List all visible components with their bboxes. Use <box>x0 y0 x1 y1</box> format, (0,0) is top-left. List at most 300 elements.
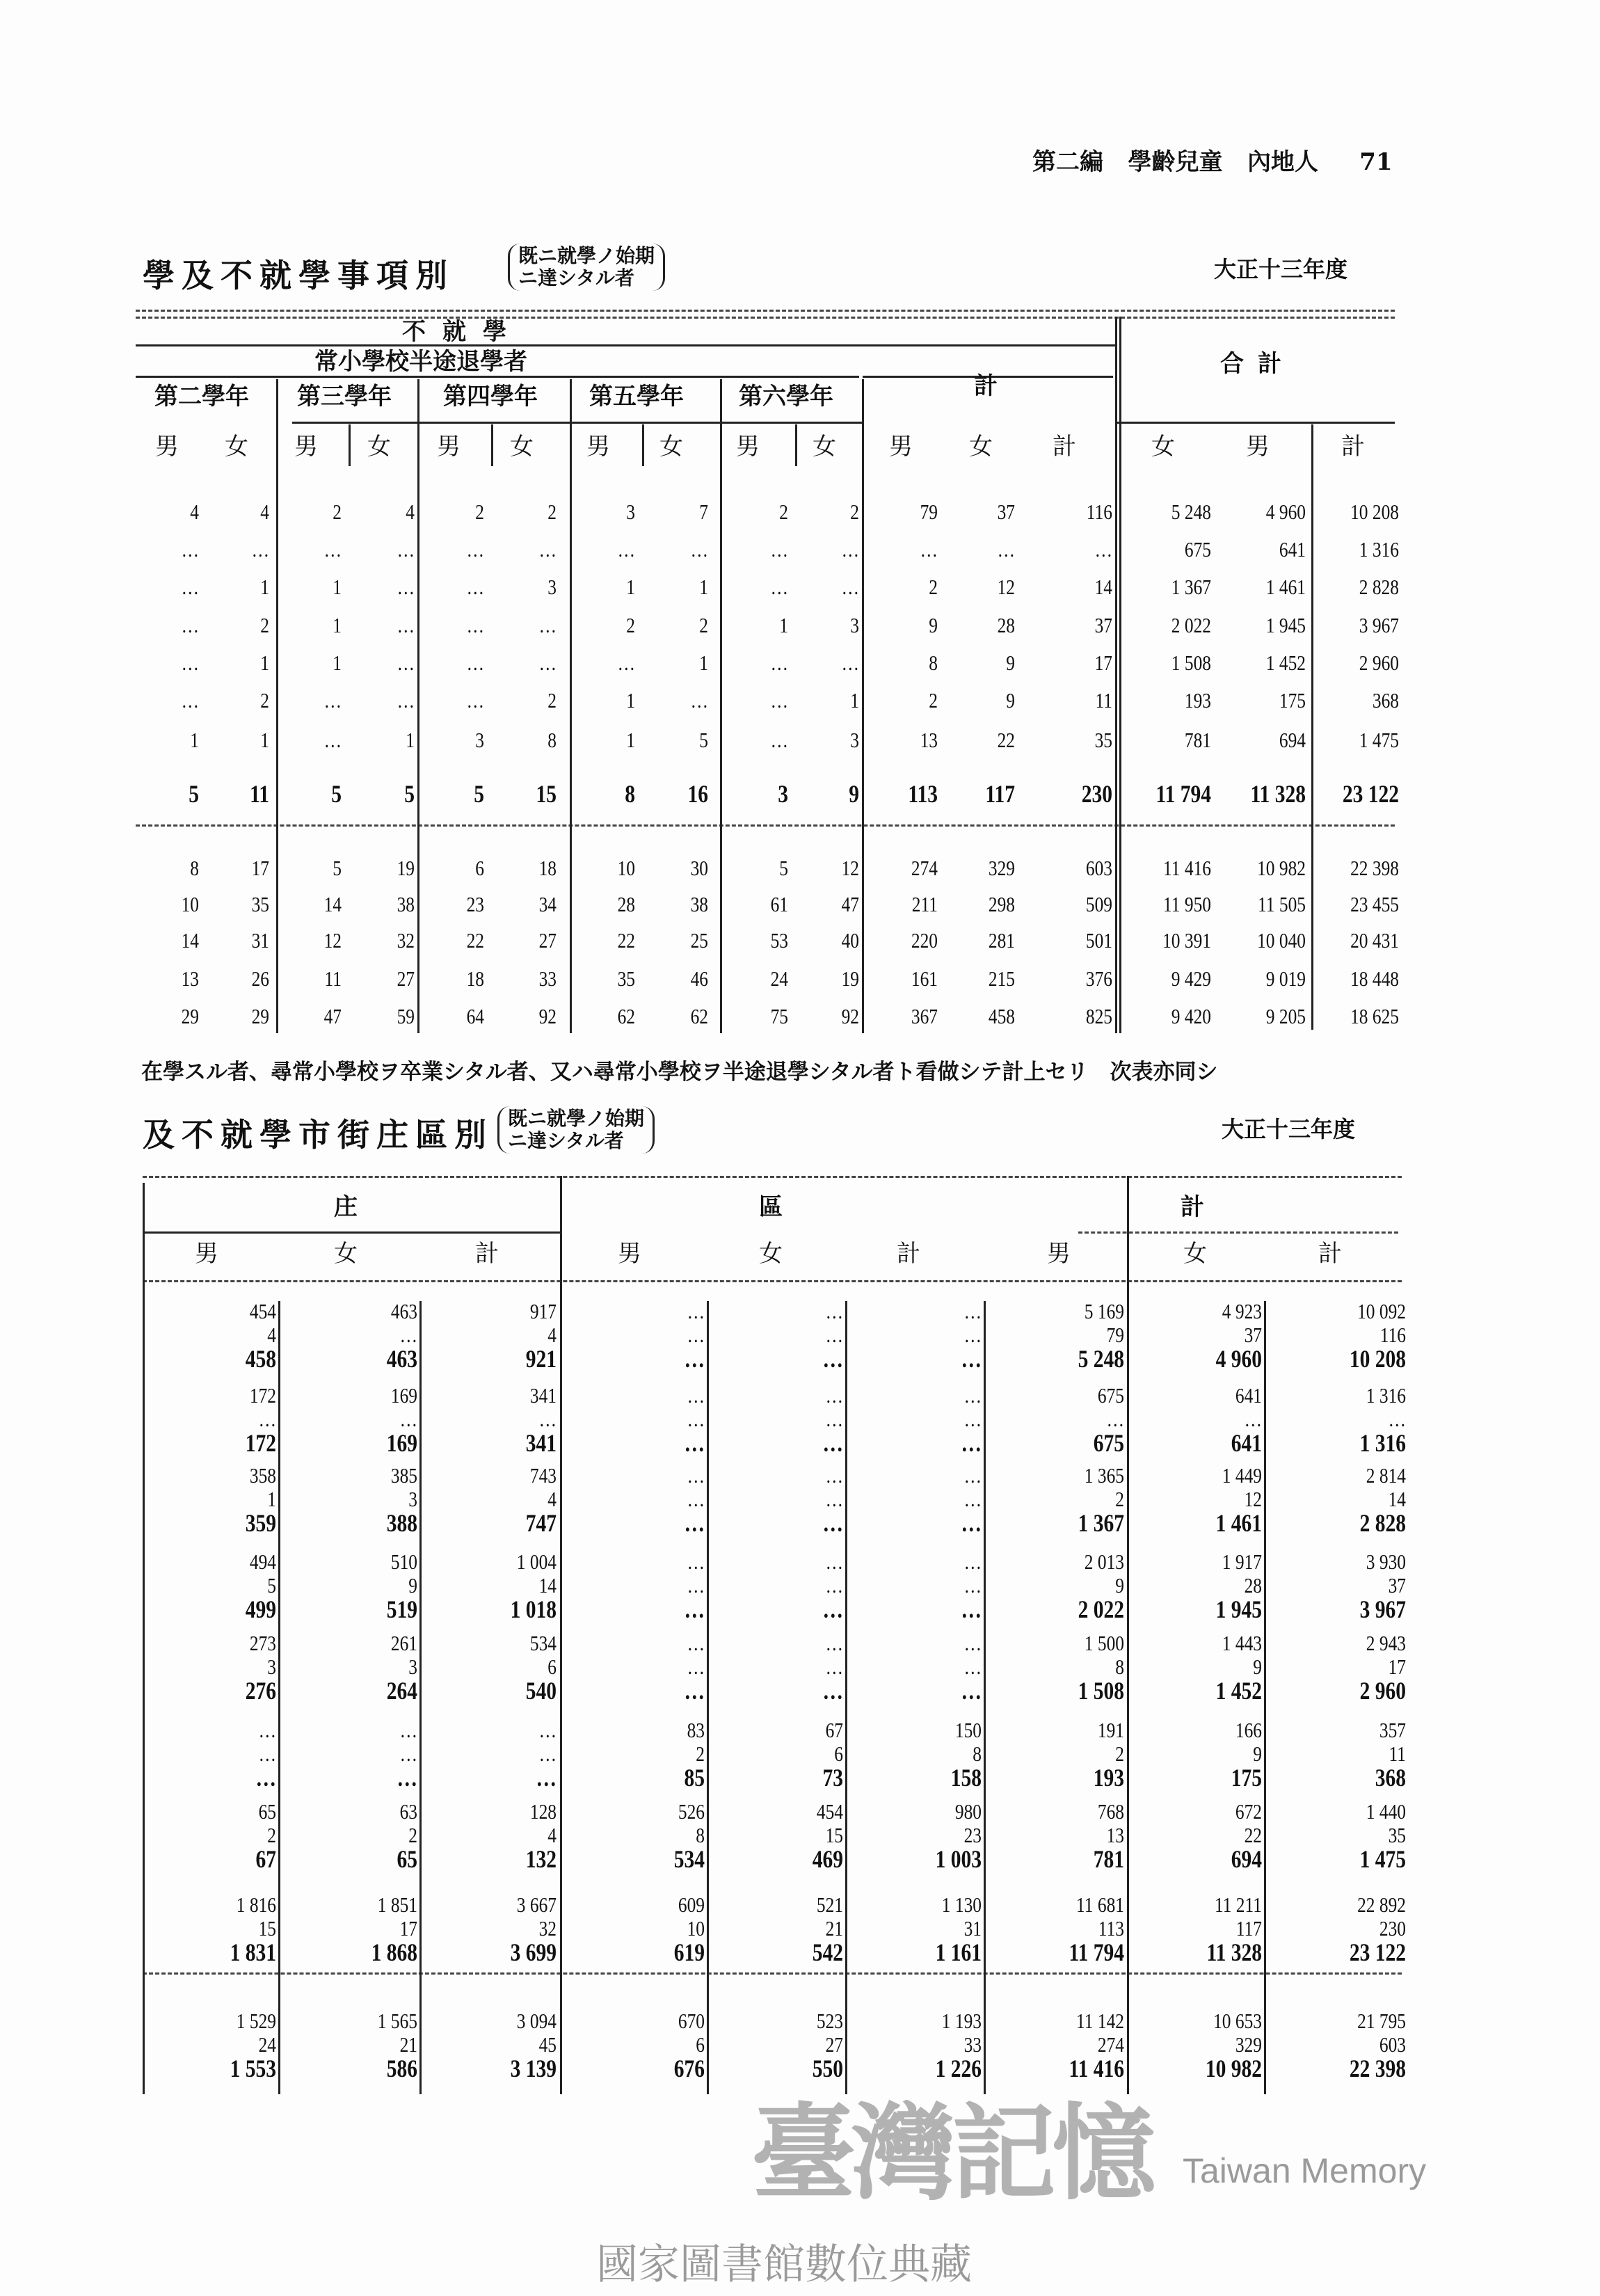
table-cell: … <box>397 1764 417 1792</box>
table-cell: … <box>617 651 635 675</box>
table-cell: 494 <box>249 1549 276 1574</box>
table-cell: 5 <box>331 780 342 808</box>
table-cell: 603 <box>1379 2032 1406 2057</box>
table-cell: … <box>684 1677 705 1705</box>
table-cell: … <box>1106 1407 1124 1431</box>
table-cell: 47 <box>323 1004 342 1028</box>
table-cell: 10 <box>687 1916 705 1940</box>
table-cell: 8 <box>190 856 199 880</box>
table-cell: 18 448 <box>1350 966 1399 991</box>
note-line-1: 既ニ就學ノ始期 <box>518 244 655 267</box>
table-cell: 641 <box>1231 1429 1262 1457</box>
table-cell: 2 <box>850 500 859 524</box>
table-cell: 193 <box>1184 688 1211 712</box>
header-column: 女 <box>759 1240 783 1268</box>
table-cell: 21 <box>399 2032 417 2057</box>
table-cell: 675 <box>1184 537 1211 561</box>
header-grade-3: 第三學年 <box>297 383 392 410</box>
table-cell: 5 <box>333 856 342 880</box>
table-cell: 45 <box>538 2032 557 2057</box>
table-cell: 329 <box>1235 2032 1262 2057</box>
table-cell: 2 828 <box>1359 1509 1406 1537</box>
table-cell: 641 <box>1279 537 1306 561</box>
table-cell: 21 795 <box>1357 2009 1406 2033</box>
table-cell: … <box>841 537 859 561</box>
table-cell: 63 <box>399 1799 417 1824</box>
table-cell: 65 <box>397 1845 417 1873</box>
table-cell: … <box>961 1595 982 1623</box>
table-cell: 19 <box>841 966 859 991</box>
table-cell: 85 <box>684 1764 705 1792</box>
table-cell: 10 982 <box>1205 2055 1262 2082</box>
table-cell: 2 022 <box>1078 1595 1124 1623</box>
table-cell: 1 461 <box>1265 575 1306 599</box>
table-cell: 11 328 <box>1206 1938 1262 1966</box>
table-cell: 10 092 <box>1357 1299 1406 1323</box>
note-line-2: ニ達シタル者 <box>518 266 634 289</box>
table-cell: 62 <box>690 1004 708 1028</box>
table-cell: 9 <box>1253 1655 1262 1679</box>
table-cell: 2 <box>260 688 269 712</box>
table-cell: 65 <box>258 1799 276 1824</box>
table-cell: 261 <box>390 1631 417 1655</box>
table-cell: 172 <box>245 1429 276 1457</box>
table-cell: 329 <box>988 856 1015 880</box>
table-cell: 9 420 <box>1171 1004 1211 1028</box>
table-cell: … <box>825 1573 843 1597</box>
header-group-2: 計 <box>1181 1193 1204 1221</box>
table-cell: 358 <box>249 1463 276 1488</box>
table-cell: 117 <box>1235 1916 1262 1940</box>
table-cell: 11 416 <box>1163 856 1211 880</box>
table-cell: 2 <box>626 613 635 637</box>
table-cell: 1 <box>626 728 635 752</box>
table-cell: … <box>1244 1407 1262 1431</box>
table-cell: 2 <box>408 1823 417 1847</box>
table-cell: 8 <box>973 1741 982 1766</box>
table-cell: … <box>687 1299 705 1323</box>
table-cell: 75 <box>770 1004 788 1028</box>
table-cell: 22 398 <box>1349 2055 1406 2082</box>
table-cell: 4 960 <box>1215 1345 1262 1373</box>
header-grade-4: 第四學年 <box>443 383 538 410</box>
rule-line <box>136 376 859 378</box>
table-cell: 534 <box>673 1845 705 1873</box>
table-cell: 1 <box>779 613 788 637</box>
header-male: 男 <box>1246 433 1270 461</box>
table-cell: 825 <box>1085 1004 1112 1028</box>
table-cell: 11 681 <box>1076 1892 1124 1917</box>
table-cell: … <box>825 1655 843 1679</box>
table-cell: 3 967 <box>1359 613 1399 637</box>
table-cell: 10 040 <box>1257 928 1306 952</box>
table-cell: 542 <box>812 1938 843 1966</box>
table-cell: 4 960 <box>1265 500 1306 524</box>
table-cell: 10 208 <box>1349 1345 1406 1373</box>
table-cell: 10 208 <box>1350 500 1399 524</box>
table-cell: 38 <box>690 892 708 916</box>
table-cell: 281 <box>988 928 1015 952</box>
group-label: 內地人 <box>1247 148 1319 176</box>
table-cell: 3 930 <box>1366 1549 1406 1574</box>
table-cell: 499 <box>245 1595 276 1623</box>
table-cell: 980 <box>954 1799 982 1824</box>
header-column: 計 <box>475 1240 499 1268</box>
table-cell: 357 <box>1379 1718 1406 1742</box>
table-cell: 230 <box>1379 1916 1406 1940</box>
table-cell: … <box>822 1677 843 1705</box>
table-cell: 3 139 <box>510 2055 557 2082</box>
table-cell: 169 <box>386 1429 417 1457</box>
table-cell: 2 <box>1115 1741 1124 1766</box>
table-cell: 169 <box>390 1383 417 1408</box>
table-cell: 11 142 <box>1076 2009 1124 2033</box>
rule-line <box>143 1972 1402 1975</box>
table-cell: … <box>841 651 859 675</box>
table-cell: 2 <box>779 500 788 524</box>
table-cell: … <box>822 1509 843 1537</box>
rule-line <box>143 1231 560 1234</box>
table-cell: 14 <box>1094 575 1112 599</box>
table-cell: … <box>687 1573 705 1597</box>
table-cell: … <box>684 1429 705 1457</box>
table-cell: … <box>690 537 708 561</box>
table-cell: 35 <box>617 966 635 991</box>
table-cell: 5 <box>474 780 484 808</box>
table-cell: 230 <box>1081 780 1112 808</box>
table-cell: 22 <box>617 928 635 952</box>
table-cell: 1 945 <box>1215 1595 1262 1623</box>
table-cell: 32 <box>538 1916 557 1940</box>
table-cell: 23 122 <box>1342 780 1399 808</box>
table-cell: 1 226 <box>935 2055 982 2082</box>
table-cell: 5 <box>189 780 199 808</box>
column-divider <box>1115 317 1117 1033</box>
table-cell: 1 <box>267 1487 276 1511</box>
header-grade-6: 第六學年 <box>739 383 833 410</box>
table-cell: … <box>181 613 199 637</box>
table-cell: 385 <box>390 1463 417 1488</box>
table-cell: 79 <box>920 500 938 524</box>
table-cell: 694 <box>1231 1845 1262 1873</box>
table-cell: 2 013 <box>1084 1549 1124 1574</box>
table-cell: 13 <box>181 966 199 991</box>
table-cell: 161 <box>911 966 938 991</box>
table-cell: 675 <box>1097 1383 1124 1408</box>
table-cell: 454 <box>816 1799 843 1824</box>
table-cell: 1 367 <box>1078 1509 1124 1537</box>
table-cell: 113 <box>908 780 938 808</box>
table-cell: 359 <box>245 1509 276 1537</box>
table-cell: 9 <box>1006 651 1015 675</box>
table-cell: 29 <box>251 1004 269 1028</box>
table-cell: 1 868 <box>371 1938 417 1966</box>
table-cell: … <box>323 688 342 712</box>
table-cell: 2 <box>547 688 557 712</box>
table-cell: 540 <box>525 1677 557 1705</box>
table-cell: 15 <box>536 780 557 808</box>
table-cell: 1 565 <box>377 2009 417 2033</box>
table-cell: 23 122 <box>1349 1938 1406 1966</box>
header-female: 女 <box>969 433 993 461</box>
table-cell: 193 <box>1093 1764 1124 1792</box>
table-cell: 4 <box>267 1323 276 1347</box>
table-cell: 2 943 <box>1366 1631 1406 1655</box>
header-elementary-dropouts: 常小學校半途退學者 <box>314 348 527 376</box>
table-cell: 2 960 <box>1359 651 1399 675</box>
table-cell: … <box>538 1407 557 1431</box>
table-cell: 609 <box>678 1892 705 1917</box>
table-cell: 1 816 <box>236 1892 276 1917</box>
table-cell: 2 <box>929 688 938 712</box>
table-cell: … <box>825 1549 843 1574</box>
table-cell: 20 431 <box>1350 928 1399 952</box>
table-cell: 92 <box>538 1004 557 1028</box>
table-cell: 113 <box>1098 1916 1124 1940</box>
table-cell: 747 <box>525 1509 557 1537</box>
table-cell: 917 <box>529 1299 557 1323</box>
rule-line <box>136 344 1117 346</box>
table-cell: 672 <box>1235 1799 1262 1824</box>
table-cell: … <box>684 1345 705 1373</box>
table-cell: 14 <box>181 928 199 952</box>
footer-credit: 國家圖書館數位典藏 <box>596 2240 972 2289</box>
table-cell: 35 <box>1094 728 1112 752</box>
header-female: 女 <box>659 433 683 461</box>
column-divider <box>984 1301 986 2094</box>
table-cell: 12 <box>1244 1487 1262 1511</box>
table-cell: 458 <box>988 1004 1015 1028</box>
header-grand-total: 合計 <box>1220 350 1295 378</box>
table-cell: 9 <box>929 613 938 637</box>
table-cell: … <box>687 1631 705 1655</box>
table-cell: 12 <box>323 928 342 952</box>
table-cell: 25 <box>690 928 708 952</box>
table-cell: 37 <box>1244 1323 1262 1347</box>
rule-line <box>292 422 863 424</box>
header-column: 男 <box>195 1240 218 1268</box>
table-cell: 670 <box>678 2009 705 2033</box>
table-cell: 2 <box>699 613 708 637</box>
table-cell: 2 <box>547 500 557 524</box>
table-cell: 11 211 <box>1214 1892 1262 1917</box>
table-cell: 501 <box>1085 928 1112 952</box>
header-column: 計 <box>1318 1240 1342 1268</box>
table-cell: 1 <box>699 575 708 599</box>
table-cell: 523 <box>816 2009 843 2033</box>
table-cell: 1 461 <box>1215 1509 1262 1537</box>
table-cell: 11 950 <box>1163 892 1211 916</box>
table-cell: 1 529 <box>236 2009 276 2033</box>
table-cell: 9 <box>1006 688 1015 712</box>
table-cell: 510 <box>390 1549 417 1574</box>
table-cell: 215 <box>988 966 1015 991</box>
table-cell: … <box>825 1463 843 1488</box>
top-table-year: 大正十三年度 <box>1214 256 1348 282</box>
header-column: 計 <box>897 1240 920 1268</box>
table-cell: 128 <box>529 1799 557 1824</box>
table-cell: … <box>181 651 199 675</box>
table-cell: 17 <box>399 1916 417 1940</box>
table-cell: … <box>963 1487 982 1511</box>
table-cell: … <box>961 1677 982 1705</box>
table-cell: 3 <box>408 1655 417 1679</box>
table-cell: 175 <box>1231 1764 1262 1792</box>
table-cell: … <box>181 537 199 561</box>
table-cell: … <box>684 1509 705 1537</box>
header-not-enrolled: 不就學 <box>402 318 523 346</box>
table-cell: 211 <box>911 892 938 916</box>
table-cell: … <box>687 1407 705 1431</box>
table-cell: … <box>181 575 199 599</box>
table-cell: 3 <box>626 500 635 524</box>
table-cell: 220 <box>911 928 938 952</box>
table-cell: 47 <box>841 892 859 916</box>
table-cell: … <box>687 1383 705 1408</box>
header-male: 男 <box>155 433 179 461</box>
header-male: 男 <box>586 433 610 461</box>
rule-line <box>143 1176 1402 1178</box>
table-cell: … <box>963 1299 982 1323</box>
table-cell: … <box>684 1595 705 1623</box>
table-cell: 521 <box>816 1892 843 1917</box>
table-cell: 17 <box>1388 1655 1406 1679</box>
header-male: 男 <box>437 433 461 461</box>
column-divider <box>1264 1301 1266 2094</box>
table-cell: 1 018 <box>510 1595 557 1623</box>
table-cell: 67 <box>825 1718 843 1742</box>
table-cell: 11 <box>250 780 269 808</box>
table-cell: … <box>963 1463 982 1488</box>
table-cell: 22 398 <box>1350 856 1399 880</box>
table-cell: … <box>466 537 484 561</box>
table-cell: 23 455 <box>1350 892 1399 916</box>
table-cell: 1 508 <box>1171 651 1211 675</box>
table-cell: … <box>825 1323 843 1347</box>
table-cell: … <box>690 688 708 712</box>
table-cell: 150 <box>954 1718 982 1742</box>
table-cell: … <box>841 575 859 599</box>
table-cell: 9 429 <box>1171 966 1211 991</box>
table-cell: 14 <box>538 1573 557 1597</box>
table-cell: … <box>687 1323 705 1347</box>
table-cell: … <box>466 688 484 712</box>
table-cell: 11 505 <box>1258 892 1306 916</box>
table-cell: 8 <box>625 780 635 808</box>
bottom-table-year: 大正十三年度 <box>1222 1116 1356 1142</box>
bottom-table-title: 及不就學市街庄區別 <box>143 1116 493 1154</box>
table-cell: … <box>963 1383 982 1408</box>
table-cell: 1 <box>699 651 708 675</box>
table-cell: 10 391 <box>1162 928 1211 952</box>
table-cell: 22 <box>1244 1823 1262 1847</box>
table-cell: 83 <box>687 1718 705 1742</box>
table-cell: 1 <box>260 651 269 675</box>
table-cell: 1 440 <box>1366 1799 1406 1824</box>
table-cell: 4 <box>260 500 269 524</box>
table-cell: 768 <box>1097 1799 1124 1824</box>
table-cell: 3 094 <box>516 2009 557 2033</box>
table-cell: 21 <box>825 1916 843 1940</box>
table-cell: 1 <box>190 728 199 752</box>
table-cell: 10 982 <box>1257 856 1306 880</box>
table-cell: … <box>825 1299 843 1323</box>
table-cell: 1 <box>850 688 859 712</box>
table-cell: 59 <box>397 1004 415 1028</box>
table-cell: 67 <box>255 1845 276 1873</box>
table-cell: 641 <box>1235 1383 1262 1408</box>
table-cell: 367 <box>911 1004 938 1028</box>
table-cell: 5 <box>779 856 788 880</box>
table-cell: 1 452 <box>1265 651 1306 675</box>
table-cell: … <box>770 728 788 752</box>
header-column: 男 <box>1047 1240 1071 1268</box>
header-column: 女 <box>334 1240 358 1268</box>
table-cell: … <box>770 688 788 712</box>
table-cell: 1 365 <box>1084 1463 1124 1488</box>
table-cell: 5 248 <box>1078 1345 1124 1373</box>
table-cell: 463 <box>386 1345 417 1373</box>
table-cell: 29 <box>181 1004 199 1028</box>
table-cell: 40 <box>841 928 859 952</box>
table-cell: 509 <box>1085 892 1112 916</box>
table-cell: … <box>466 575 484 599</box>
table-cell: 37 <box>1094 613 1112 637</box>
table-cell: 8 <box>547 728 557 752</box>
table-cell: … <box>963 1655 982 1679</box>
table-cell: 158 <box>950 1764 982 1792</box>
table-cell: 15 <box>258 1916 276 1940</box>
table-cell: 2 <box>260 613 269 637</box>
table-cell: … <box>687 1549 705 1574</box>
table-cell: … <box>963 1573 982 1597</box>
table-cell: … <box>397 613 415 637</box>
table-cell: 3 <box>850 613 859 637</box>
header-female: 女 <box>510 433 534 461</box>
table-cell: 33 <box>538 966 557 991</box>
table-cell: … <box>963 1631 982 1655</box>
table-cell: … <box>323 728 342 752</box>
table-cell: … <box>825 1407 843 1431</box>
table-cell: … <box>399 1407 417 1431</box>
table-cell: 11 <box>1389 1741 1406 1766</box>
table-cell: … <box>963 1407 982 1431</box>
table-cell: 4 <box>547 1823 557 1847</box>
table-cell: 117 <box>985 780 1015 808</box>
table-cell: 4 <box>547 1323 557 1347</box>
table-cell: 46 <box>690 966 708 991</box>
header-male: 男 <box>889 433 913 461</box>
table-cell: … <box>399 1718 417 1742</box>
chapter-label: 學齡兒童 <box>1128 148 1223 176</box>
table-cell: 31 <box>963 1916 982 1940</box>
table-cell: … <box>251 537 269 561</box>
table-cell: 676 <box>673 2055 705 2082</box>
header-group-0: 庄 <box>334 1193 358 1221</box>
table-cell: … <box>538 613 557 637</box>
table-cell: 273 <box>249 1631 276 1655</box>
table-cell: 3 667 <box>516 1892 557 1917</box>
table-cell: … <box>825 1631 843 1655</box>
bottom-table-note <box>497 1106 655 1154</box>
page-number: 71 <box>1359 148 1393 176</box>
table-cell: 27 <box>397 966 415 991</box>
header-female: 女 <box>225 433 248 461</box>
table-cell: … <box>538 651 557 675</box>
table-cell: 18 625 <box>1350 1004 1399 1028</box>
table-cell: … <box>466 651 484 675</box>
table-cell: … <box>323 537 342 561</box>
